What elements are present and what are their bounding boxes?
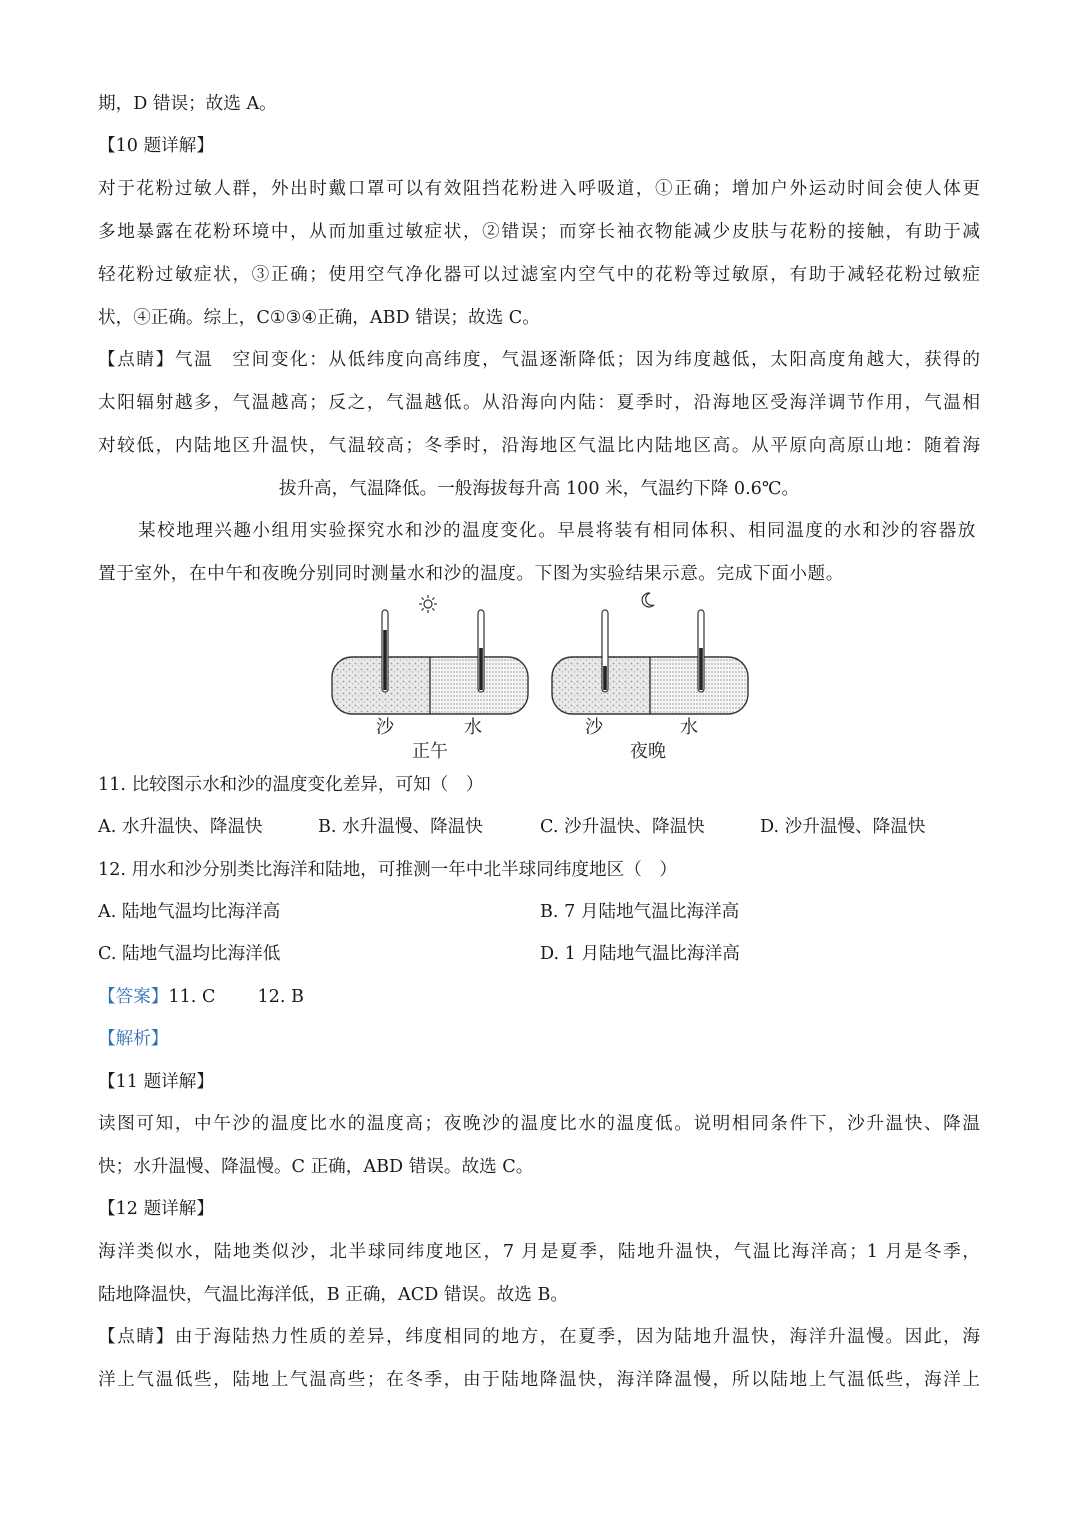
question-11: 11. 比较图示水和沙的温度变化差异，可知（ ） (98, 775, 484, 795)
text-line: 期，D 错误；故选 A。 (98, 94, 277, 114)
section-heading-q10: 【10 题详解】 (98, 136, 214, 156)
text-line: 读图可知，中午沙的温度比水的温度高；夜晚沙的温度比水的温度低。说明相同条件下，沙升温快、降温 (98, 1114, 980, 1134)
note-line: 【点睛】气温 空间变化：从低纬度向高纬度，气温逐渐降低；因为纬度越低，太阳高度角越大，获得的 (98, 350, 980, 370)
q12-option-d: D. 1 月陆地气温比海洋高 (540, 944, 740, 964)
text-line: 对于花粉过敏人群，外出时戴口罩可以有效阻挡花粉进入呼吸道，①正确；增加户外运动时间会使人体更 (98, 179, 980, 199)
stem-line: 置于室外，在中午和夜晚分别同时测量水和沙的温度。下图为实验结果示意。完成下面小题。 (98, 564, 844, 584)
noon-sand-label: 沙 (376, 717, 394, 738)
analysis-tag: 【解析】 (98, 1029, 169, 1049)
text-line: 陆地降温快，气温比海洋低，B 正确，ACD 错误。故选 B。 (98, 1285, 568, 1305)
question-12: 12. 用水和沙分别类比海洋和陆地，可推测一年中北半球同纬度地区（ ） (98, 860, 677, 880)
q11-option-a: A. 水升温快、降温快 (98, 817, 263, 837)
text-line: 多地暴露在花粉环境中，从而加重过敏症状，②错误；而穿长袖衣物能减少皮肤与花粉的接触，有助于减 (98, 222, 980, 242)
stem-line: 某校地理兴趣小组用实验探究水和沙的温度变化。早晨将装有相同体积、相同温度的水和沙的容器放 (138, 521, 976, 541)
experiment-figure (330, 590, 750, 765)
noon-caption: 正午 (412, 741, 448, 762)
q11-option-c: C. 沙升温快、降温快 (540, 817, 705, 837)
noon-container (332, 610, 528, 714)
answer-tag: 【答案】 (98, 987, 169, 1007)
answer-11: 11. C (168, 987, 216, 1007)
q11-option-b: B. 水升温慢、降温快 (318, 817, 483, 837)
sun-icon (419, 595, 437, 613)
note-line: 【点睛】由于海陆热力性质的差异，纬度相同的地方，在夏季，因为陆地升温快，海洋升温慢。因此，海 (98, 1327, 980, 1347)
q12-option-a: A. 陆地气温均比海洋高 (98, 902, 281, 922)
note-line: 洋上气温低些，陆地上气温高些；在冬季，由于陆地降温快，海洋降温慢，所以陆地上气温低些，海洋上 (98, 1370, 980, 1390)
text-line: 轻花粉过敏症状，③正确；使用空气净化器可以过滤室内空气中的花粉等过敏原，有助于减轻花粉过敏症 (98, 265, 980, 285)
text-line: 状，④正确。综上，C①③④正确，ABD 错误；故选 C。 (98, 308, 540, 328)
night-caption: 夜晚 (630, 741, 666, 762)
moon-icon (642, 593, 654, 607)
text-line: 快；水升温慢、降温慢。C 正确，ABD 错误。故选 C。 (98, 1157, 534, 1177)
noon-water-label: 水 (464, 717, 482, 738)
q11-option-d: D. 沙升温慢、降温快 (760, 817, 926, 837)
note-line: 对较低，内陆地区升温快，气温较高；冬季时，沿海地区气温比内陆地区高。从平原向高原山地：随着海 (98, 436, 980, 456)
note-line: 太阳辐射越多，气温越高；反之，气温越低。从沿海向内陆：夏季时，沿海地区受海洋调节作用，气温相 (98, 393, 980, 413)
section-heading-q11: 【11 题详解】 (98, 1072, 214, 1092)
q12-option-b: B. 7 月陆地气温比海洋高 (540, 902, 740, 922)
night-sand-label: 沙 (585, 717, 603, 738)
section-heading-q12: 【12 题详解】 (98, 1199, 214, 1219)
answer-line (98, 985, 980, 1009)
note-line: 拔升高，气温降低。一般海拔每升高 100 米，气温约下降 0.6℃。 (278, 479, 800, 499)
night-container (552, 610, 748, 714)
text-line: 海洋类似水，陆地类似沙，北半球同纬度地区，7 月是夏季，陆地升温快，气温比海洋高；1 月是冬季， (98, 1242, 980, 1262)
night-water-label: 水 (680, 717, 698, 738)
q12-option-c: C. 陆地气温均比海洋低 (98, 944, 281, 964)
answer-12: 12. B (257, 987, 304, 1007)
